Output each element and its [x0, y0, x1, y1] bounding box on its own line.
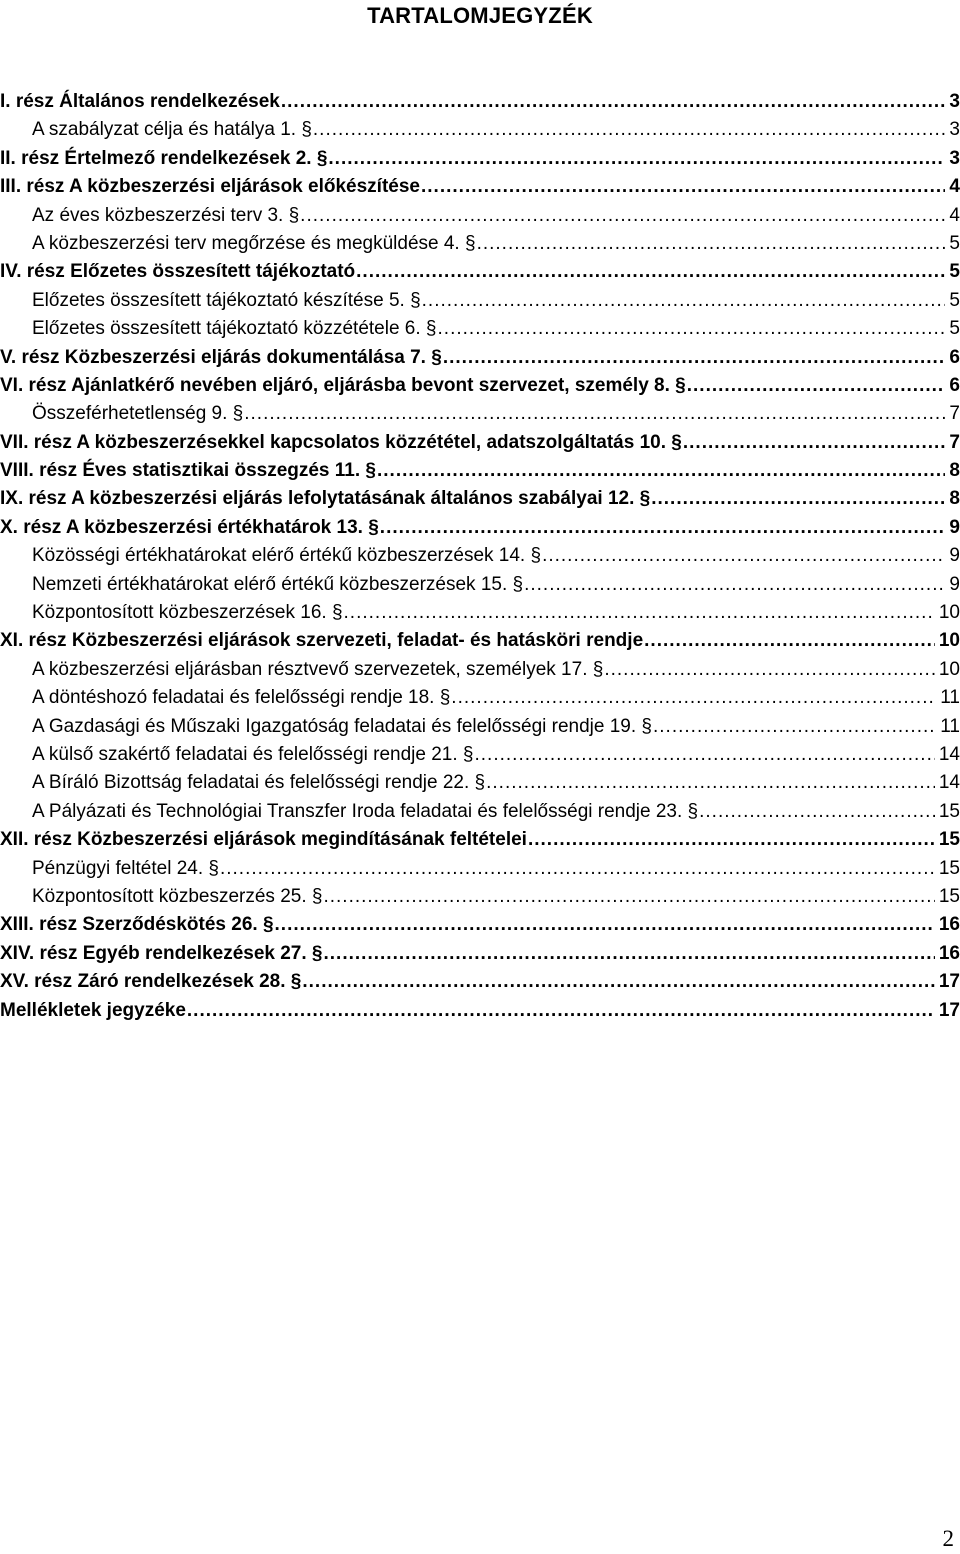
- toc-entry[interactable]: [0, 713, 960, 741]
- dot-leader: [542, 542, 945, 570]
- dot-leader: [356, 258, 945, 286]
- dot-leader: [244, 400, 945, 428]
- dot-leader: [323, 883, 934, 911]
- toc-entry[interactable]: [0, 400, 960, 428]
- toc-entry-label: Pénzügyi feltétel 24. §: [32, 857, 219, 879]
- toc-entry-label: VIII. rész Éves statisztikai összegzés 11. §: [0, 460, 376, 482]
- toc-entry-label: A közbeszerzési eljárásban résztvevő szervezetek, személyek 17. §: [32, 658, 604, 680]
- toc-entry-page: 8: [949, 460, 960, 482]
- toc-entry-page: 10: [938, 602, 960, 624]
- toc-entry-page: 3: [949, 119, 960, 141]
- toc-entry-label: XIV. rész Egyéb rendelkezések 27. §: [0, 942, 323, 964]
- dot-leader: [699, 798, 935, 826]
- toc-entry-label: A Pályázati és Technológiai Transzfer Iroda feladatai és felelősségi rendje 23. §: [32, 800, 699, 822]
- dot-leader: [281, 88, 946, 116]
- dot-leader: [324, 940, 935, 968]
- toc-entry-label: A döntéshozó feladatai és felelősségi rendje 18. §: [32, 687, 451, 709]
- toc-entry[interactable]: [0, 88, 960, 116]
- dot-leader: [377, 457, 945, 485]
- toc-entry-page: 4: [949, 204, 960, 226]
- toc-entry-label: XIII. rész Szerződéskötés 26. §: [0, 914, 274, 936]
- toc-entry-page: 17: [938, 971, 960, 993]
- toc-entry-page: 10: [938, 630, 960, 652]
- toc-entry[interactable]: [0, 485, 960, 513]
- dot-leader: [275, 911, 935, 939]
- toc-entry-page: 5: [949, 289, 960, 311]
- toc-entry-label: Előzetes összesített tájékoztató készítése 5. §: [32, 289, 421, 311]
- dot-leader: [528, 826, 935, 854]
- toc-entry[interactable]: [0, 826, 960, 854]
- toc-entry-page: 9: [949, 545, 960, 567]
- dot-leader: [302, 968, 934, 996]
- dot-leader: [300, 202, 945, 230]
- toc-entry-label: Központosított közbeszerzés 25. §: [32, 885, 323, 907]
- toc-entry-page: 10: [938, 658, 960, 680]
- dot-leader: [651, 485, 945, 513]
- dot-leader: [380, 514, 946, 542]
- dot-leader: [313, 116, 946, 144]
- toc-entry-label: Közösségi értékhatárokat elérő értékű közbeszerzések 14. §: [32, 545, 542, 567]
- toc-entry-page: 7: [949, 403, 960, 425]
- toc-entry[interactable]: [0, 344, 960, 372]
- toc-entry-label: Az éves közbeszerzési terv 3. §: [32, 204, 300, 226]
- toc-entry-label: V. rész Közbeszerzési eljárás dokumentálása 7. §: [0, 346, 442, 368]
- dot-leader: [477, 230, 946, 258]
- toc-entry[interactable]: [0, 429, 960, 457]
- toc-entry-label: III. rész A közbeszerzési eljárások előkészítése: [0, 176, 420, 198]
- dot-leader: [328, 145, 945, 173]
- toc-entry[interactable]: [0, 599, 960, 627]
- toc-entry[interactable]: [0, 116, 960, 144]
- table-of-contents: [0, 88, 960, 1025]
- toc-entry[interactable]: [0, 258, 960, 286]
- toc-entry-label: A szabályzat célja és hatálya 1. §: [32, 119, 312, 141]
- toc-entry-label: X. rész A közbeszerzési értékhatárok 13. §: [0, 516, 379, 538]
- toc-entry[interactable]: [0, 883, 960, 911]
- toc-entry[interactable]: [0, 514, 960, 542]
- toc-entry-page: 9: [949, 573, 960, 595]
- toc-entry-label: A Gazdasági és Műszaki Igazgatóság feladatai és felelősségi rendje 19. §: [32, 715, 652, 737]
- toc-entry-label: Mellékletek jegyzéke: [0, 999, 186, 1021]
- dot-leader: [344, 599, 935, 627]
- dot-leader: [683, 429, 946, 457]
- dot-leader: [604, 656, 935, 684]
- toc-entry-page: 11: [940, 687, 960, 709]
- toc-entry-page: 3: [949, 91, 960, 112]
- toc-entry[interactable]: [0, 997, 960, 1025]
- toc-entry[interactable]: [0, 173, 960, 201]
- toc-entry-page: 15: [938, 829, 960, 851]
- dot-leader: [451, 684, 936, 712]
- toc-entry[interactable]: [0, 542, 960, 570]
- toc-entry-label: Nemzeti értékhatárokat elérő értékű közbeszerzések 15. §: [32, 573, 524, 595]
- toc-entry-page: 17: [938, 999, 960, 1021]
- toc-entry[interactable]: [0, 627, 960, 655]
- dot-leader: [653, 713, 936, 741]
- toc-entry-label: Összeférhetetlenség 9. §: [32, 403, 244, 425]
- toc-entry-page: 3: [949, 147, 960, 169]
- toc-entry-label: VI. rész Ajánlatkérő nevében eljáró, eljárásba bevont szervezet, személy 8. §: [0, 374, 686, 396]
- toc-entry[interactable]: [0, 769, 960, 797]
- toc-entry-page: 5: [949, 232, 960, 254]
- toc-entry[interactable]: [0, 287, 960, 315]
- dot-leader: [438, 315, 946, 343]
- toc-entry-page: 5: [949, 318, 960, 340]
- dot-leader: [475, 741, 935, 769]
- toc-entry-page: 16: [938, 914, 960, 936]
- toc-entry-page: 8: [949, 488, 960, 510]
- toc-entry[interactable]: [0, 855, 960, 883]
- dot-leader: [422, 287, 946, 315]
- toc-entry-label: A Bíráló Bizottság feladatai és felelősségi rendje 22. §: [32, 772, 486, 794]
- toc-entry[interactable]: [0, 315, 960, 343]
- dot-leader: [486, 769, 935, 797]
- toc-entry-label: XI. rész Közbeszerzési eljárások szervezeti, feladat- és hatásköri rendje: [0, 630, 644, 652]
- toc-entry-page: 6: [949, 346, 960, 368]
- dot-leader: [187, 997, 935, 1025]
- toc-entry-label: II. rész Értelmező rendelkezések 2. §: [0, 147, 328, 169]
- toc-entry-label: IV. rész Előzetes összesített tájékoztató: [0, 261, 356, 283]
- toc-entry[interactable]: [0, 457, 960, 485]
- toc-entry-label: Előzetes összesített tájékoztató közzététele 6. §: [32, 318, 437, 340]
- toc-entry-page: 14: [938, 772, 960, 794]
- toc-entry-page: 4: [949, 176, 960, 198]
- dot-leader: [220, 855, 935, 883]
- toc-entry-page: 14: [938, 743, 960, 765]
- toc-entry-page: 15: [938, 885, 960, 907]
- page-number: 2: [942, 1526, 954, 1551]
- toc-entry-label: VII. rész A közbeszerzésekkel kapcsolatos közzététel, adatszolgáltatás 10. §: [0, 431, 682, 453]
- toc-entry[interactable]: [0, 571, 960, 599]
- toc-entry-page: 11: [940, 715, 960, 737]
- dot-leader: [421, 173, 945, 201]
- toc-entry[interactable]: [0, 656, 960, 684]
- toc-entry-page: 15: [938, 857, 960, 879]
- toc-entry[interactable]: [0, 940, 960, 968]
- toc-entry[interactable]: [0, 911, 960, 939]
- toc-entry[interactable]: [0, 968, 960, 996]
- toc-entry[interactable]: [0, 684, 960, 712]
- dot-leader: [443, 344, 946, 372]
- toc-entry[interactable]: [0, 145, 960, 173]
- toc-title: TARTALOMJEGYZÉK: [367, 3, 593, 28]
- toc-entry-page: 5: [949, 261, 960, 283]
- toc-entry-label: A külső szakértő feladatai és felelősségi rendje 21. §: [32, 743, 474, 765]
- dot-leader: [687, 372, 946, 400]
- toc-entry[interactable]: [0, 798, 960, 826]
- toc-entry-label: XII. rész Közbeszerzési eljárások megindításának feltételei: [0, 829, 527, 851]
- dot-leader: [524, 571, 945, 599]
- toc-entry-label: XV. rész Záró rendelkezések 28. §: [0, 971, 302, 993]
- toc-entry[interactable]: [0, 372, 960, 400]
- toc-entry-page: 9: [949, 516, 960, 538]
- toc-entry[interactable]: [0, 230, 960, 258]
- toc-entry-page: 16: [938, 942, 960, 964]
- toc-entry[interactable]: [0, 202, 960, 230]
- toc-entry-page: 7: [949, 431, 960, 453]
- toc-entry-label: I. rész Általános rendelkezések: [0, 91, 280, 112]
- toc-entry-page: 6: [949, 374, 960, 396]
- toc-entry-label: A közbeszerzési terv megőrzése és megküldése 4. §: [32, 232, 476, 254]
- toc-entry[interactable]: [0, 741, 960, 769]
- toc-entry-label: IX. rész A közbeszerzési eljárás lefolytatásának általános szabályai 12. §: [0, 488, 651, 510]
- toc-entry-page: 15: [938, 800, 960, 822]
- toc-entry-label: Központosított közbeszerzések 16. §: [32, 602, 343, 624]
- dot-leader: [644, 627, 935, 655]
